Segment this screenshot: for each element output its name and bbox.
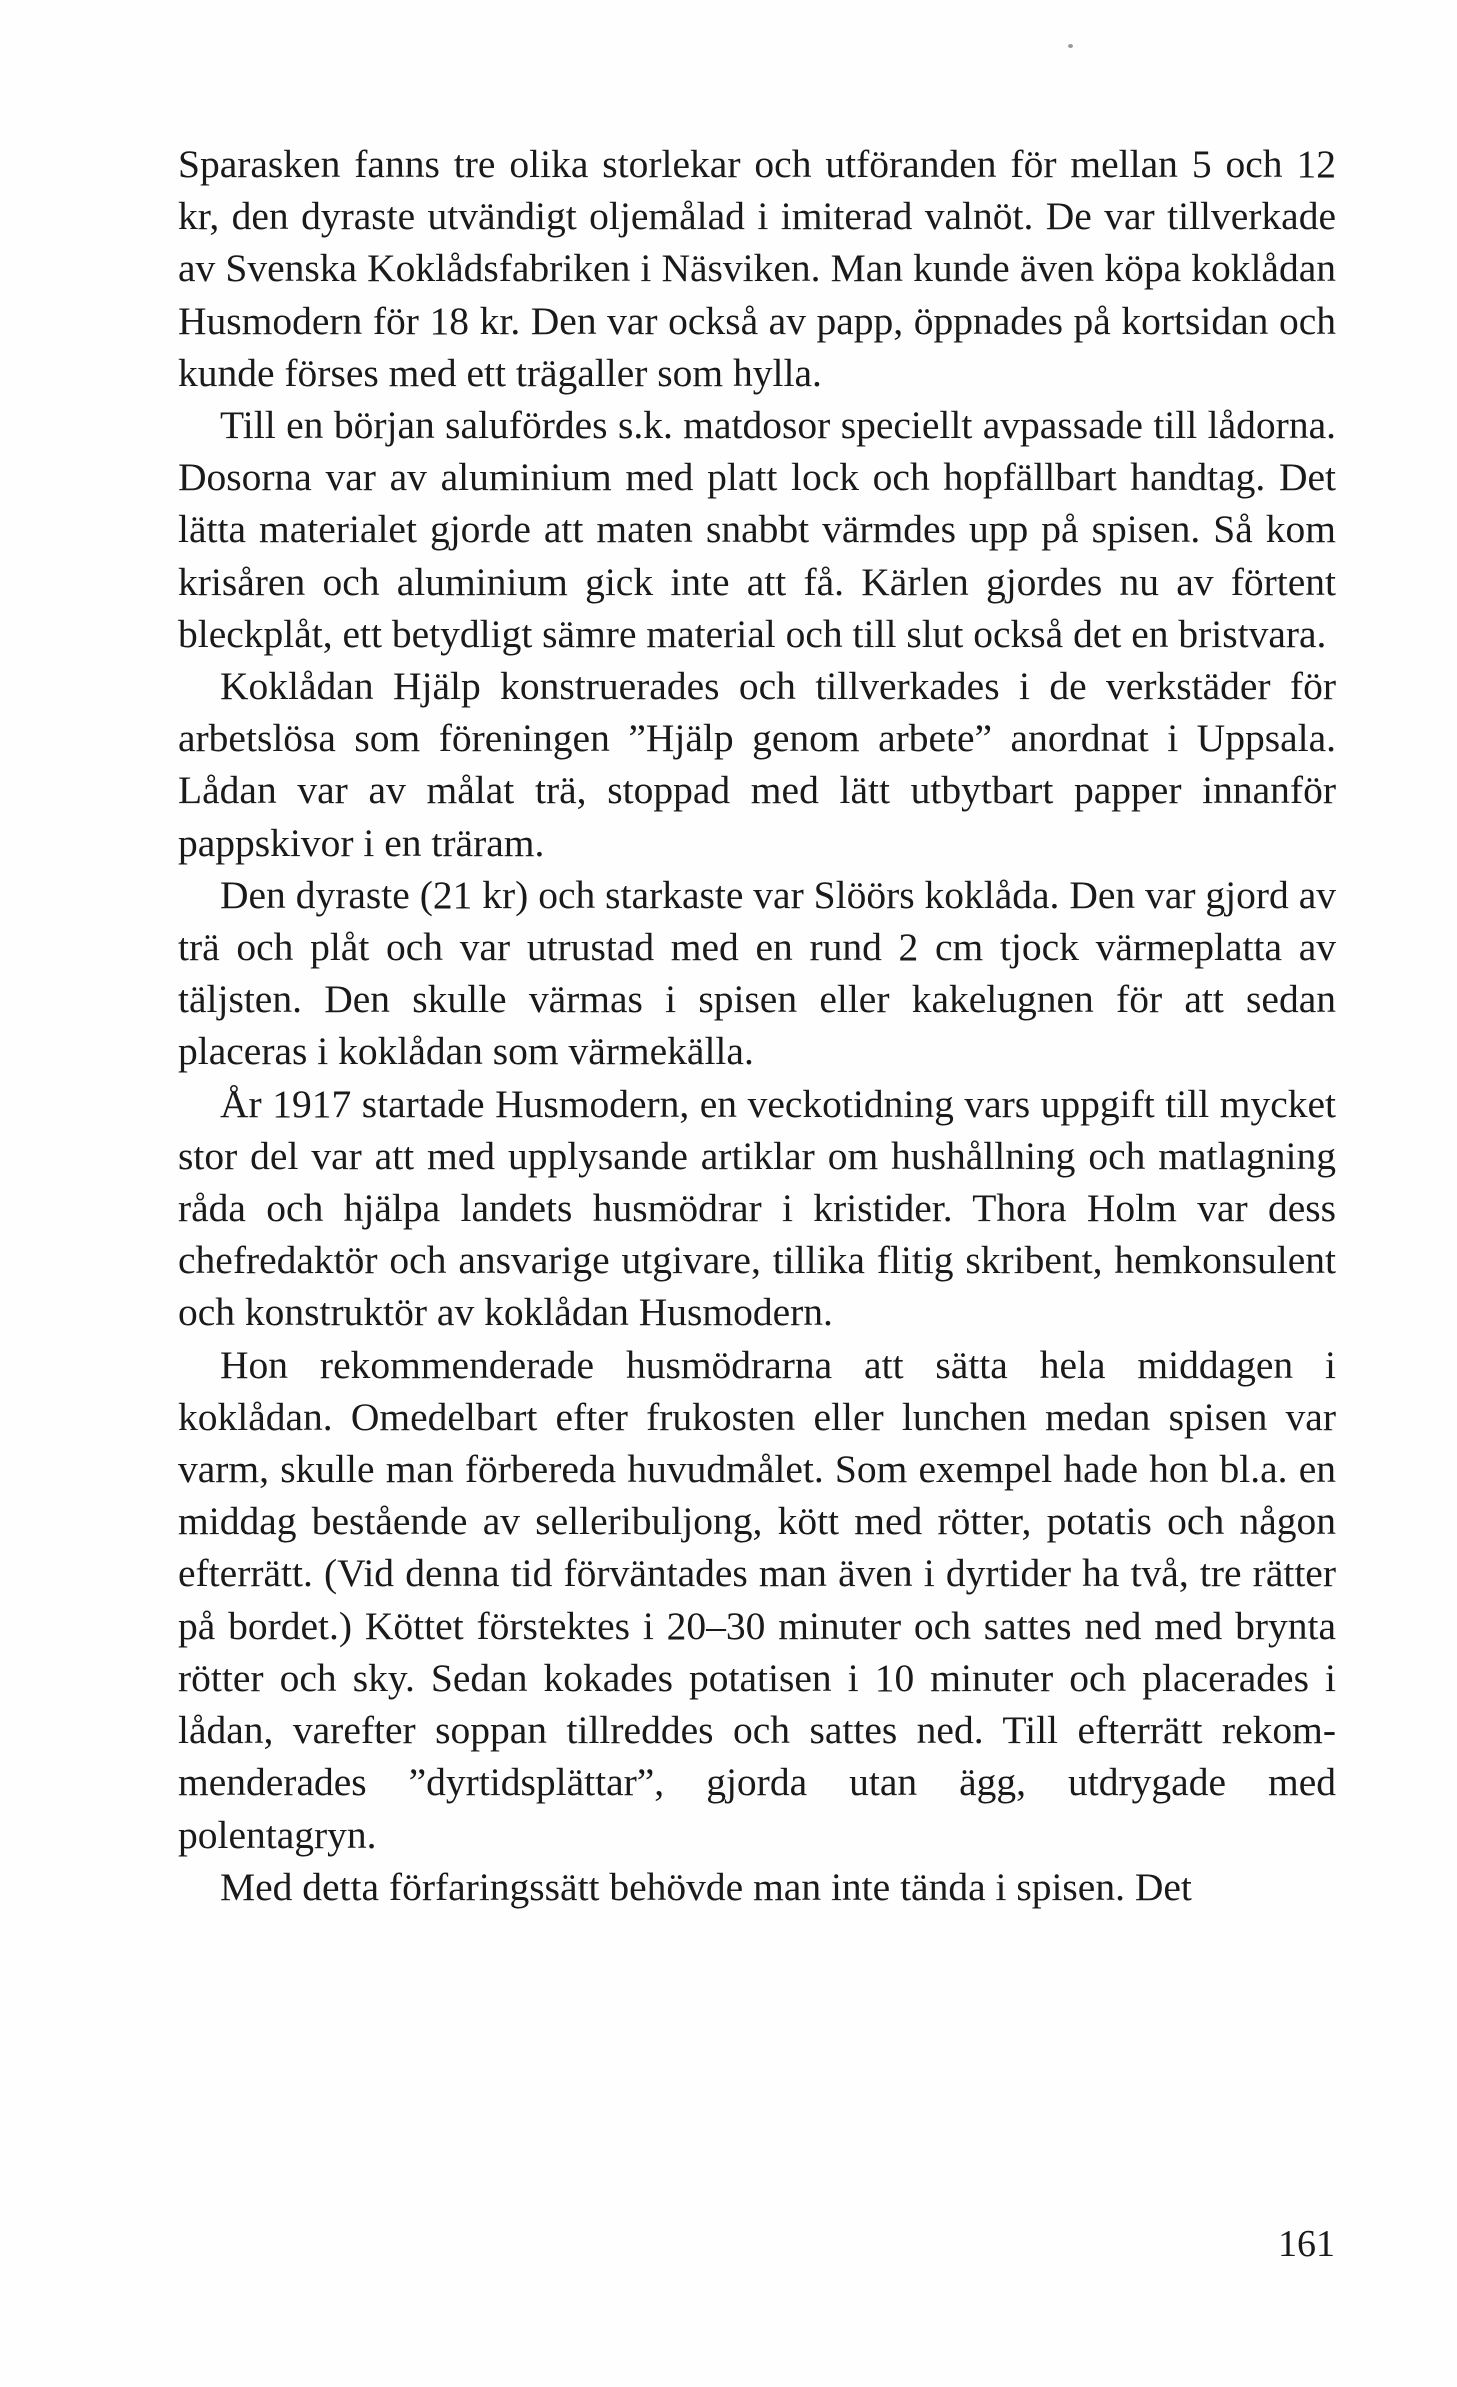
page-number: 161 [1278,2223,1335,2265]
paragraph: Till en början salufördes s.k. matdosor speciellt avpassade till lådorna. Dosorna var av aluminium med platt lock och hopfällbart handtag. Det lätta materialet gjorde att maten snabbt värmdes upp på spisen. Så kom krisåren och aluminium gick inte att få. Kärlen gjordes nu av förtent bleckplåt, ett betydligt sämre material och till slut också det en bristvara. [178,403,1336,656]
body-text [178,138,1336,1913]
paragraph: År 1917 startade Husmodern, en veckotidning vars uppgift till mycket stor del var att med upplysande artiklar om hushållning och matlagning råda och hjälpa landets husmödrar i kristider. Thora Holm var dess chefredaktör och ansvarige utgivare, tillika flitig skribent, hemkonsulent och konstruktör av koklådan Husmodern. [178,1081,1336,1335]
print-speck [1068,44,1073,48]
paragraph: Hon rekommenderade husmödrarna att sätta hela middagen i koklådan. Omedelbart efter frukosten eller lunchen medan spisen var varm, skulle man förbereda huvudmålet. Som exempel hade hon bl.a. en middag bestående av selleribuljong, kött med rötter, potatis och någon efterrätt. (Vid denna tid förväntades man även i dyrtider ha två, tre rätter på bordet.) Köttet förstektes i 20–30 minuter och sattes ned med brynta rötter och sky. Sedan kokades potatisen i 10 minuter och placerades i lådan, varefter soppan tillreddes och sattes ned. Till efterrätt rekommenderades ”dyrtidsplättar”, gjorda utan ägg, utdrygade med polentagryn. [178,1342,1336,1857]
paragraph: Sparasken fanns tre olika storlekar och utföranden för mellan 5 och 12 kr, den dyraste utvändigt oljemålad i imiterad valnöt. De var tillverkade av Svenska Koklådsfabriken i Näsviken. Man kunde även köpa koklådan Husmodern för 18 kr. Den var också av papp, öppnades på kortsidan och kunde förses med ett trägaller som hylla. [178,142,1336,395]
paragraph: Med detta förfaringssätt behövde man inte tända i spisen. Det [220,1864,1192,1909]
paragraph: Den dyraste (21 kr) och starkaste var Slöörs koklåda. Den var gjord av trä och plåt och var utrustad med en rund 2 cm tjock värmeplatta av täljsten. Den skulle värmas i spisen eller kakelugnen för att sedan placeras i koklådan som värmekälla. [178,872,1336,1074]
paragraph: Koklådan Hjälp konstruerades och tillverkades i de verkstäder för arbetslösa som föreningen ”Hjälp genom arbete” anordnat i Uppsala. Lådan var av målat trä, stoppad med lätt utbytbart papper innanför pappskivor i en träram. [178,664,1336,865]
